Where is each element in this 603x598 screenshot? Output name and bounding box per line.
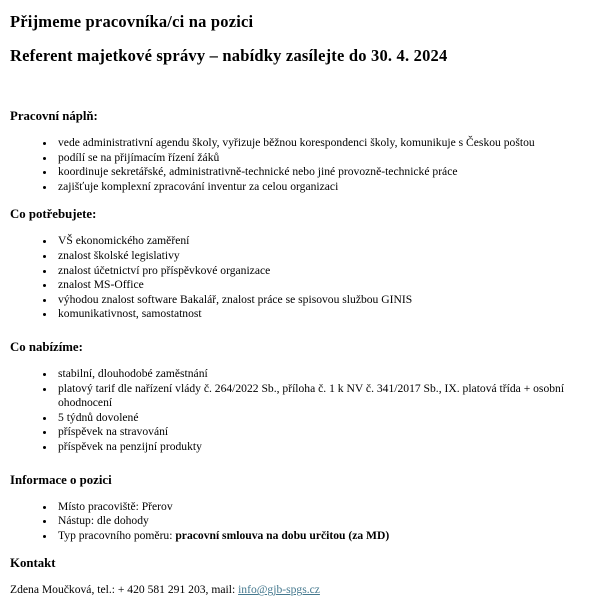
section-heading-informace: Informace o pozici bbox=[10, 472, 112, 487]
bullet-item: • znalost školské legislativy bbox=[56, 249, 593, 264]
email-link[interactable]: info@gjb-spgs.cz bbox=[238, 583, 320, 597]
typ-pomeru-label: Typ pracovního poměru: bbox=[58, 528, 176, 542]
section-co-potrebujete bbox=[10, 207, 593, 322]
contact-line bbox=[10, 583, 593, 598]
section-heading-co-potrebujete: Co potřebujete: bbox=[10, 207, 97, 222]
bullet-item: • výhodou znalost software Bakalář, znalost práce se spisovou službou GINIS bbox=[56, 293, 593, 308]
bullet-item: • znalost MS-Office bbox=[56, 278, 593, 293]
bullet-item: • komunikativnost, samostatnost bbox=[56, 307, 593, 322]
bullet-item: • Místo pracoviště: Přerov bbox=[56, 500, 593, 515]
section-heading-co-nabizime: Co nabízíme: bbox=[10, 339, 83, 354]
bullet-item: • příspěvek na stravování bbox=[56, 425, 593, 440]
bullet-list-co-nabizime bbox=[10, 367, 593, 455]
bullet-item: • koordinuje sekretářské, administrativně-technické nebo jiné provozně-technické práce bbox=[56, 165, 593, 180]
bullet-item: • Nástup: dle dohody bbox=[56, 514, 593, 529]
bullet-item-typ-pomeru bbox=[56, 529, 593, 544]
bullet-item: • podílí se na přijímacím řízení žáků bbox=[56, 151, 593, 166]
bullet-item: • vede administrativní agendu školy, vyřizuje běžnou korespondenci školy, komunikuje s Českou poštou bbox=[56, 136, 593, 151]
bullet-item: • 5 týdnů dovolené bbox=[56, 411, 593, 426]
page-subtitle: Referent majetkové správy – nabídky zasílejte do 30. 4. 2024 bbox=[10, 46, 448, 65]
bullet-item: • stabilní, dlouhodobé zaměstnání bbox=[56, 367, 593, 382]
bullet-list-informace bbox=[10, 500, 593, 544]
bullet-item: • VŠ ekonomického zaměření bbox=[56, 234, 593, 249]
section-heading-kontakt: Kontakt bbox=[10, 556, 56, 571]
section-pracovni-napln bbox=[10, 109, 593, 194]
page-title: Přijmeme pracovníka/ci na pozici bbox=[10, 12, 254, 31]
bullet-item: • příspěvek na penzijní produkty bbox=[56, 440, 593, 455]
bullet-item: • znalost účetnictví pro příspěvkové organizace bbox=[56, 264, 593, 279]
bullet-list-pracovni-napln bbox=[10, 136, 593, 194]
bullet-item: • platový tarif dle nařízení vlády č. 264/2022 Sb., příloha č. 1 k NV č. 341/2017 Sb., IX. platová třída + osobní ohodnocení bbox=[56, 382, 593, 411]
section-informace-o-pozici bbox=[10, 473, 593, 544]
section-co-nabizime bbox=[10, 340, 593, 455]
section-kontakt bbox=[10, 556, 593, 598]
bullet-list-co-potrebujete bbox=[10, 234, 593, 322]
section-heading-pracovni-napln: Pracovní náplň: bbox=[10, 109, 98, 123]
contact-text: Zdena Moučková, tel.: + 420 581 291 203, mail: bbox=[10, 583, 239, 597]
bullet-item: • zajišťuje komplexní zpracování inventur za celou organizaci bbox=[56, 180, 593, 195]
typ-pomeru-value: pracovní smlouva na dobu určitou (za MD) bbox=[175, 528, 390, 542]
